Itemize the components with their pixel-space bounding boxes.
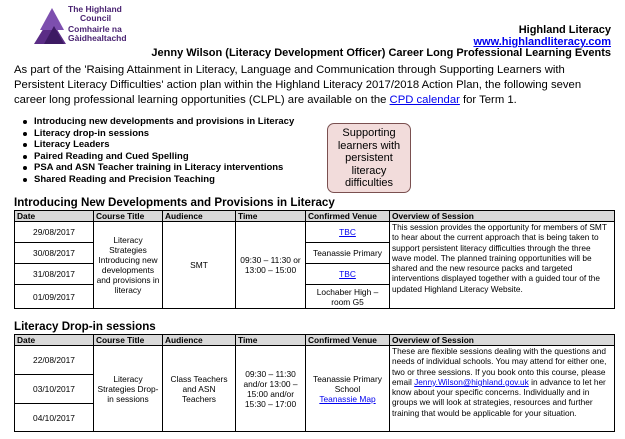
logo-text-line-2: Council: [80, 13, 112, 23]
intro-paragraph: [14, 63, 614, 108]
date-cell: 01/09/2017: [15, 285, 94, 309]
date-cell: 30/08/2017: [15, 243, 94, 264]
column-header: Course Title: [94, 211, 163, 222]
section-2-table: [14, 334, 615, 432]
column-header: Audience: [163, 335, 236, 346]
column-header: Audience: [163, 211, 236, 222]
teanassie-map-link[interactable]: Teanassie Map: [319, 393, 376, 404]
audience-cell: SMT: [163, 222, 236, 309]
venue-cell: Lochaber High – room G5: [306, 285, 390, 309]
overview-cell: [390, 346, 615, 432]
date-cell: 04/10/2017: [15, 404, 94, 432]
column-header: Date: [15, 211, 94, 222]
venue-cell: Teanassie Primary: [306, 243, 390, 264]
list-item: PSA and ASN Teacher training in Literacy interventions: [22, 162, 294, 174]
website-link[interactable]: www.highlandliteracy.com: [473, 36, 611, 48]
column-header: Overview of Session: [390, 211, 615, 222]
audience-cell: Class Teachers and ASN Teachers: [163, 346, 236, 432]
logo-text-line-1: The Highland: [68, 4, 122, 14]
time-cell: 09:30 – 11:30 or 13:00 – 15:00: [236, 222, 306, 309]
overview-cell: This session provides the opportunity for members of SMT to hear about the current approach that is being taken to support persistent literacy difficulties through the three wave model. The planned training opportunities will be shared and the new resource packs and targeted interventions displayed together with a guided tour of the updated Highland Literacy Website.: [390, 222, 615, 309]
cpd-calendar-link[interactable]: CPD calendar: [389, 94, 460, 106]
list-item: Introducing new developments and provisions in Literacy: [22, 116, 294, 128]
table-header-row: [15, 211, 615, 222]
venue-cell[interactable]: TBC: [306, 222, 390, 243]
page-subtitle: Jenny Wilson (Literacy Development Officer) Career Long Professional Learning Events: [151, 47, 611, 59]
section-2-title: Literacy Drop-in sessions: [14, 320, 156, 333]
table-header-row: [15, 335, 615, 346]
course-title-cell: Literacy Strategies Introducing new developments and provisions in literacy: [94, 222, 163, 309]
list-item: Literacy drop-in sessions: [22, 128, 294, 140]
brand-title: Highland Literacy: [518, 24, 611, 36]
venue-cell: [306, 346, 390, 432]
date-cell: 03/10/2017: [15, 375, 94, 404]
email-link[interactable]: Jenny.Wilson@highland.gov.uk: [414, 376, 529, 387]
intro-text: As part of the 'Raising Attainment in Literacy, Language and Communication through Supporting Learners with Persistent Literacy Difficulties' action plan within the Highland Literacy 2017/2018 Action Plan, the following seven career long professional learning opportunities (CLPL) are available on the: [14, 64, 582, 106]
logo-text-line-3: Comhairle na: [68, 24, 122, 34]
column-header: Overview of Session: [390, 335, 615, 346]
logo-triangles-icon: [30, 4, 70, 46]
venue-cell[interactable]: TBC: [306, 264, 390, 285]
table-row: [15, 222, 615, 243]
overview-text-end: in advance to let her know about your specific concerns. Individually and in groups we will look at strategies, resources and further training that would be applicable for your situation.: [392, 376, 606, 418]
column-header: Course Title: [94, 335, 163, 346]
session-bullet-list: [22, 116, 294, 185]
list-item: Paired Reading and Cued Spelling: [22, 151, 294, 163]
column-header: Time: [236, 211, 306, 222]
venue-name: Teanassie Primary School: [313, 373, 382, 394]
column-header: Time: [236, 335, 306, 346]
time-cell: 09:30 – 11:30 and/or 13:00 – 15:00 and/or 15:30 – 17:00: [236, 346, 306, 432]
list-item: Literacy Leaders: [22, 139, 294, 151]
callout-box: Supporting learners with persistent literacy difficulties: [327, 123, 411, 193]
section-1-table: [14, 210, 615, 309]
column-header: Confirmed Venue: [306, 335, 390, 346]
list-item: Shared Reading and Precision Teaching: [22, 174, 294, 186]
column-header: Confirmed Venue: [306, 211, 390, 222]
date-cell: 22/08/2017: [15, 346, 94, 375]
date-cell: 29/08/2017: [15, 222, 94, 243]
section-1-title: Introducing New Developments and Provisions in Literacy: [14, 196, 335, 209]
highland-council-logo: [30, 4, 130, 46]
logo-text-line-4: Gàidhealtachd: [68, 33, 127, 43]
course-title-cell: Literacy Strategies Drop-in sessions: [94, 346, 163, 432]
date-cell: 31/08/2017: [15, 264, 94, 285]
intro-text-end: for Term 1.: [459, 94, 517, 106]
table-row: [15, 346, 615, 375]
overview-text: These are flexible sessions dealing with the questions and needs of individual schools. You may attend for either one, two or three sessions. If you book onto this course, please email: [392, 346, 607, 387]
column-header: Date: [15, 335, 94, 346]
